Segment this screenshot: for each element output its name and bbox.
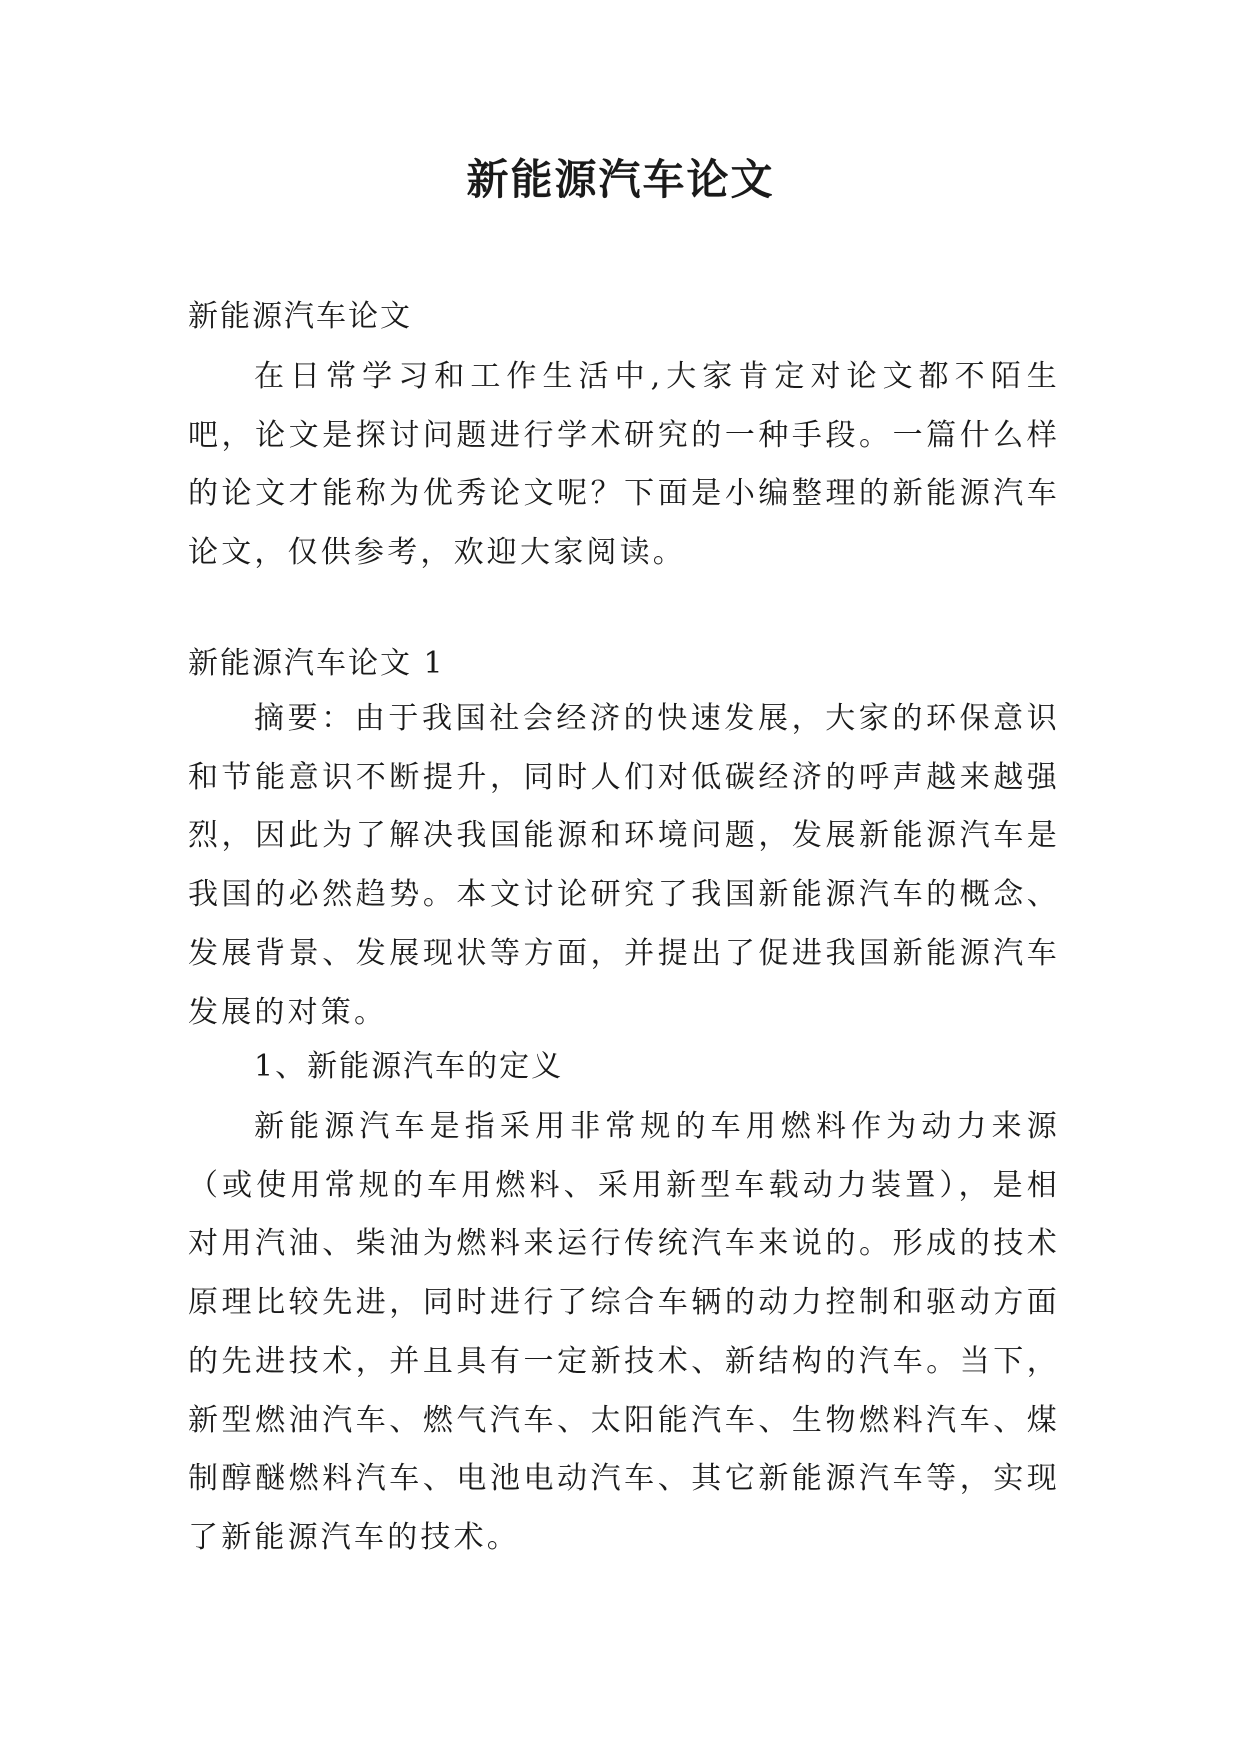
intro-paragraph: 在日常学习和工作生活中,大家肯定对论文都不陌生吧，论文是探讨问题进行学术研究的一种手段。一篇什么样的论文才能称为优秀论文呢？下面是小编整理的新能源汽车论文，仅供参考，欢迎大家阅读。 xyxy=(188,359,1060,571)
definition-paragraph: 新能源汽车是指采用非常规的车用燃料作为动力来源（或使用常规的车用燃料、采用新型车载动力装置），是相对用汽油、柴油为燃料来运行传统汽车来说的。形成的技术原理比较先进，同时进行了综合车辆的动力控制和驱动方面的先进技术，并且具有一定新技术、新结构的汽车。当下，新型燃油汽车、燃气汽车、太阳能汽车、生物燃料汽车、煤制醇醚燃料汽车、电池电动汽车、其它新能源汽车等，实现了新能源汽车的技术。 xyxy=(188,1109,1060,1555)
section-heading: 新能源汽车论文 1 xyxy=(188,646,445,681)
abstract-paragraph: 摘要：由于我国社会经济的快速发展，大家的环保意识和节能意识不断提升，同时人们对低碳经济的呼声越来越强烈，因此为了解决我国能源和环境问题，发展新能源汽车是我国的必然趋势。本文讨论研究了我国新能源汽车的概念、发展背景、发展现状等方面，并提出了促进我国新能源汽车发展的对策。 xyxy=(188,701,1060,1030)
subsection-heading: 1、新能源汽车的定义 xyxy=(254,1049,564,1084)
intro-heading: 新能源汽车论文 xyxy=(188,299,412,334)
document-title: 新能源汽车论文 xyxy=(466,155,775,204)
